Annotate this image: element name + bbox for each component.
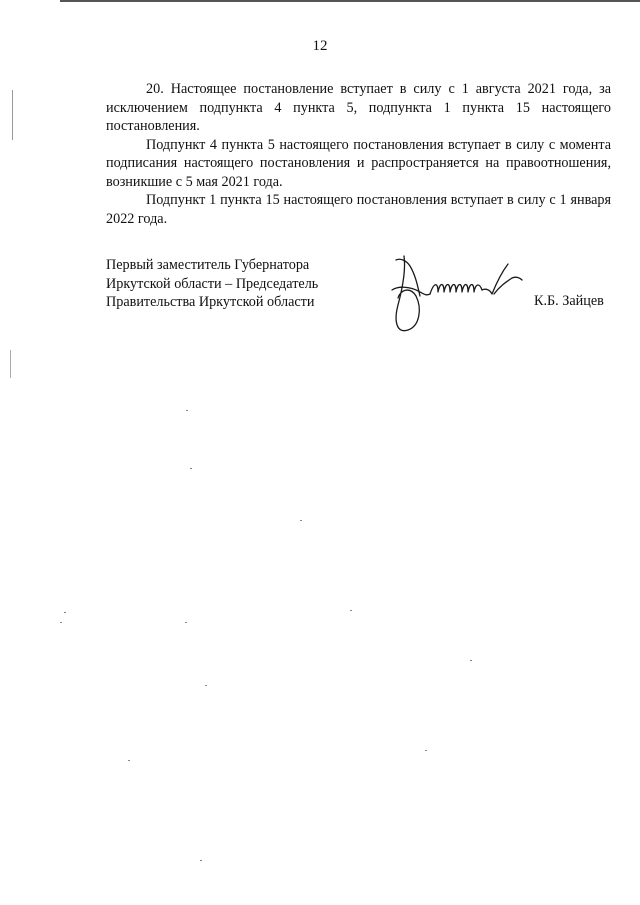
signatory-position-line: Иркутской области – Председатель: [106, 275, 319, 292]
scan-speck: [425, 750, 427, 751]
document-body: [106, 80, 611, 228]
scan-speck: [64, 612, 66, 613]
scan-speck: [350, 610, 352, 611]
signatory-position-line: Правительства Иркутской области: [106, 294, 315, 310]
signatory-position-line: Первый заместитель Губернатора: [106, 257, 310, 273]
scan-speck: [128, 760, 130, 761]
signatory-position: [106, 256, 318, 312]
scan-speck: [185, 622, 187, 623]
scan-speck: [200, 860, 202, 861]
paragraph: Подпункт 4 пункта 5 настоящего постановления вступает в силу с момента подписания настоящего постановления и распространяется на правоотношения, возникшие с 5 мая 2021 года.: [106, 136, 611, 190]
scan-speck: [60, 622, 62, 623]
scan-speck: [186, 410, 188, 411]
scan-edge: [12, 90, 13, 140]
paragraph: Подпункт 1 пункта 15 настоящего постановления вступает в силу с 1 января 2022 года.: [106, 192, 611, 227]
scan-speck: [190, 468, 192, 469]
scan-edge: [10, 350, 11, 378]
signature-block: [106, 256, 616, 346]
scan-speck: [205, 685, 207, 686]
scan-speck: [300, 520, 302, 521]
scan-edge: [60, 0, 640, 2]
handwritten-signature: [376, 250, 536, 340]
signatory-name: К.Б. Зайцев: [534, 293, 604, 309]
scan-speck: [470, 660, 472, 661]
page-number: 12: [312, 38, 328, 54]
paragraph: 20. Настоящее постановление вступает в силу с 1 августа 2021 года, за исключением подпункта 4 пункта 5, подпункта 1 пункта 15 настоящего постановления.: [106, 81, 611, 134]
